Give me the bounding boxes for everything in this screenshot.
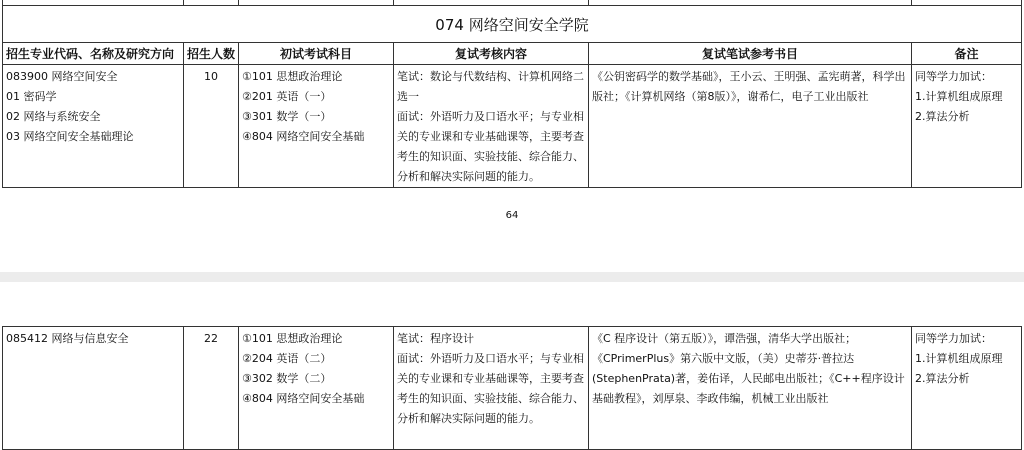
notes-cell	[912, 327, 1022, 450]
retest-written: 笔试：数论与代数结构、计算机网络二选一	[397, 70, 584, 103]
major-cell	[3, 65, 184, 188]
retest-interview: 面试：外语听力及口语水平；与专业相关的专业课和专业基础课等，主要考查考生的知识面、实验技能、综合能力、分析和解决实际问题的能力。	[397, 352, 584, 425]
retest-interview: 面试：外语听力及口语水平；与专业相关的专业课和专业基础课等，主要考查考生的知识面、实验技能、综合能力、分析和解决实际问题的能力。	[397, 110, 584, 183]
page-gap	[0, 272, 1024, 282]
books-cell: 《C 程序设计（第五版）》，谭浩强，清华大学出版社；《CPrimerPlus》第六版中文版，（美）史蒂芬·普拉达(StephenPrata)著，姜佑译，人民邮电出版社；《C++程序设计基础教程》，刘厚泉、李政伟编，机械工业出版社	[589, 327, 912, 450]
retest-cell	[394, 65, 589, 188]
subject-item: ①101 思想政治理论	[242, 332, 343, 345]
admission-table	[2, 0, 1022, 188]
header-subjects: 初试考试科目	[239, 43, 394, 65]
subject-item: ④804 网络空间安全基础	[242, 392, 365, 405]
subject-item: ②201 英语（一）	[242, 90, 332, 103]
note-item: 1.计算机组成原理	[915, 352, 1003, 365]
header-major: 招生专业代码、名称及研究方向	[3, 43, 184, 65]
quota-cell: 10	[184, 65, 239, 188]
major-name: 083900 网络空间安全	[6, 70, 118, 83]
major-cell	[3, 327, 184, 450]
books-cell: 《公钥密码学的数学基础》，王小云、王明强、孟宪萌著，科学出版社；《计算机网络（第8版）》，谢希仁，电子工业出版社	[589, 65, 912, 188]
subject-item: ④804 网络空间安全基础	[242, 130, 365, 143]
college-title-row	[3, 6, 1022, 43]
direction-item: 02 网络与系统安全	[6, 110, 101, 123]
table-row	[3, 327, 1022, 450]
note-item: 2.算法分析	[915, 372, 970, 385]
table-row	[3, 65, 1022, 188]
subject-item: ③301 数学（一）	[242, 110, 332, 123]
note-item: 同等学力加试：	[915, 70, 992, 83]
direction-item: 03 网络空间安全基础理论	[6, 130, 134, 143]
admission-table	[2, 326, 1022, 450]
table-header-row	[3, 43, 1022, 65]
page-number: 64	[505, 210, 519, 221]
header-books: 复试笔试参考书目	[589, 43, 912, 65]
note-item: 2.算法分析	[915, 110, 970, 123]
subject-item: ③302 数学（二）	[242, 372, 332, 385]
note-item: 1.计算机组成原理	[915, 90, 1003, 103]
header-notes: 备注	[912, 43, 1022, 65]
document-page-2	[0, 282, 1024, 438]
college-title: 074 网络空间安全学院	[3, 6, 1022, 43]
subjects-cell	[239, 65, 394, 188]
quota-cell: 22	[184, 327, 239, 450]
retest-cell	[394, 327, 589, 450]
retest-written: 笔试：程序设计	[397, 332, 474, 345]
subject-item: ②204 英语（二）	[242, 352, 332, 365]
major-name: 085412 网络与信息安全	[6, 332, 129, 345]
direction-item: 01 密码学	[6, 90, 57, 103]
header-retest: 复试考核内容	[394, 43, 589, 65]
subject-item: ①101 思想政治理论	[242, 70, 343, 83]
notes-cell	[912, 65, 1022, 188]
subjects-cell	[239, 327, 394, 450]
header-quota: 招生人数	[184, 43, 239, 65]
note-item: 同等学力加试：	[915, 332, 992, 345]
